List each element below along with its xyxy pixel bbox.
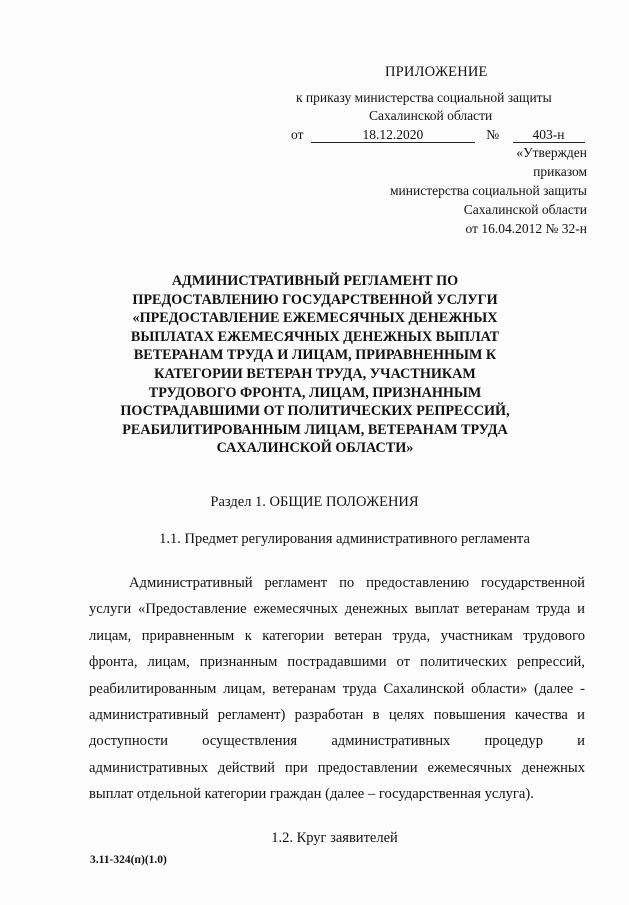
title-line: ВЫПЛАТАХ ЕЖЕМЕСЯЧНЫХ ДЕНЕЖНЫХ ВЫПЛАТ — [130, 328, 500, 345]
title-line: САХАЛИНСКОЙ ОБЛАСТИ» — [216, 440, 414, 457]
title-line: ПРЕДОСТАВЛЕНИЮ ГОСУДАРСТВЕННОЙ УСЛУГИ — [132, 291, 498, 308]
order-number: 403-н — [513, 128, 585, 143]
title-line: КАТЕГОРИИ ВЕТЕРАН ТРУДА, УЧАСТНИКАМ — [154, 365, 476, 382]
title-line: РЕАБИЛИТИРОВАННЫМ ЛИЦАМ, ВЕТЕРАНАМ ТРУДА — [122, 421, 508, 438]
order-date-line — [291, 127, 585, 143]
subsection-title-1: 1.1. Предмет регулирования административного регламента — [159, 531, 530, 547]
from-label: от — [291, 127, 304, 142]
subsection-title-2: 1.2. Круг заявителей — [271, 830, 398, 846]
approved-line-5: от 16.04.2012 № 32-н — [465, 221, 587, 236]
approved-line-2: приказом — [533, 164, 587, 179]
approved-line-3: министерства социальной защиты — [390, 183, 587, 198]
title-line: ТРУДОВОГО ФРОНТА, ЛИЦАМ, ПРИЗНАННЫМ — [148, 384, 482, 401]
appendix-title: ПРИЛОЖЕНИЕ — [385, 64, 488, 80]
title-line: АДМИНИСТРАТИВНЫЙ РЕГЛАМЕНТ ПО — [171, 273, 459, 289]
number-label: № — [486, 127, 500, 142]
document-title — [100, 272, 530, 458]
order-date: 18.12.2020 — [311, 128, 475, 143]
approved-line-1: «Утвержден — [516, 145, 587, 160]
title-line: «ПРЕДОСТАВЛЕНИЕ ЕЖЕМЕСЯЧНЫХ ДЕНЕЖНЫХ — [132, 310, 498, 327]
order-line-2: Сахалинской области — [369, 108, 493, 123]
order-line-1: к приказу министерства социальной защиты — [296, 90, 552, 105]
approved-line-4: Сахалинской области — [463, 202, 587, 217]
section-title: Раздел 1. ОБЩИЕ ПОЛОЖЕНИЯ — [210, 494, 419, 510]
document-code: 3.11-324(п)(1.0) — [90, 854, 167, 866]
title-line: ПОСТРАДАВШИМИ ОТ ПОЛИТИЧЕСКИХ РЕПРЕССИЙ, — [120, 403, 510, 420]
title-line: ВЕТЕРАНАМ ТРУДА И ЛИЦАМ, ПРИРАВНЕННЫМ К — [133, 347, 497, 364]
body-paragraph: Административный регламент по предоставлению государственной услуги «Предоставление ежемесячных денежных выплат ветеранам труда и лицам, приравненным к категории ветеран труда, участникам трудового фронта, лицам, признанным пострадавшими от политических репрессий, реабилитированным лицам, ветеранам труда Сахалинской области» (далее - административный регламент) разработан в целях повышения качества и доступности осуществления административных процедур и административных действий при предоставлении ежемесячных денежных выплат отдельной категории граждан (далее – государственная услуга). — [89, 575, 585, 803]
